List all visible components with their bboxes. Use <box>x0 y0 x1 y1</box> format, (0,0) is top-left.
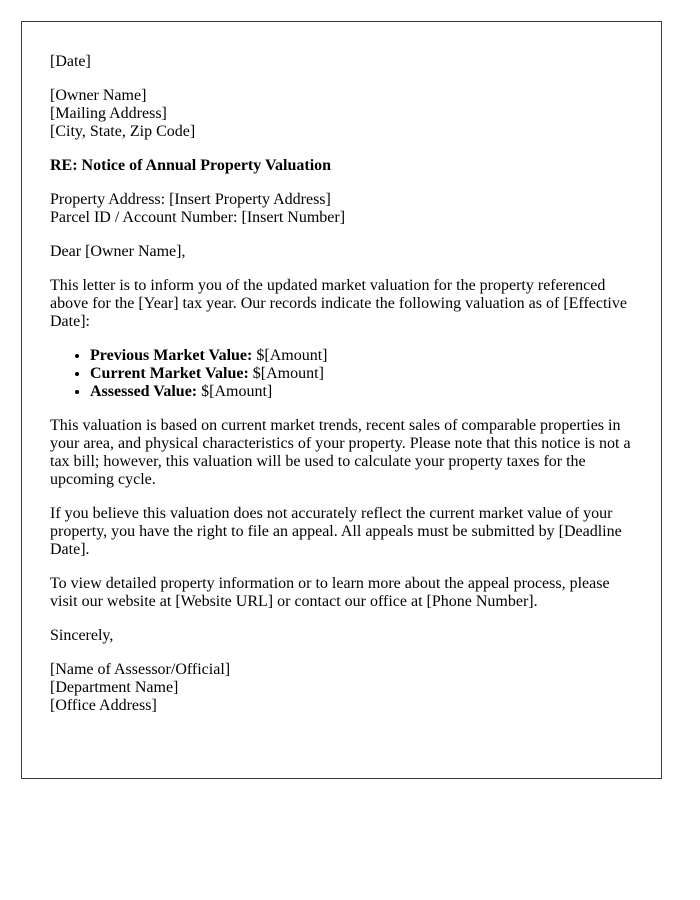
parcel-id-line: Parcel ID / Account Number: [Insert Number] <box>50 209 346 226</box>
paragraph-contact: To view detailed property information or to learn more about the appeal process, please visit our website at [Website URL] or contact our office at [Phone Number]. <box>50 575 610 610</box>
valuation-item-current <box>90 365 633 383</box>
signature-name: [Name of Assessor/Official] <box>50 661 231 678</box>
valuation-item-assessed-value: $[Amount] <box>197 383 273 400</box>
signature-department: [Department Name] <box>50 679 179 696</box>
paragraph-intro: This letter is to inform you of the updated market valuation for the property referenced above for the [Year] tax year. Our records indicate the following valuation as of [Effective Date]: <box>50 277 627 330</box>
valuation-item-assessed <box>90 383 633 401</box>
recipient-mailing-address: [Mailing Address] <box>50 105 167 122</box>
valuation-item-previous-label: Previous Market Value: <box>90 347 253 364</box>
signature-block <box>50 661 633 715</box>
valuation-item-current-value: $[Amount] <box>248 365 324 382</box>
letter-document <box>21 21 662 779</box>
property-address-line: Property Address: [Insert Property Address] <box>50 191 331 208</box>
valuation-item-previous <box>90 347 633 365</box>
paragraph-appeal: If you believe this valuation does not accurately reflect the current market value of your property, you have the right to file an appeal. All appeals must be submitted by [Deadline Date]. <box>50 505 622 558</box>
closing: Sincerely, <box>50 627 114 644</box>
valuation-item-assessed-label: Assessed Value: <box>90 383 198 400</box>
letter-date: [Date] <box>50 53 91 70</box>
salutation: Dear [Owner Name], <box>50 243 186 260</box>
property-reference-block <box>50 191 633 227</box>
signature-office-address: [Office Address] <box>50 697 157 714</box>
paragraph-basis: This valuation is based on current market trends, recent sales of comparable properties in your area, and physical characteristics of your property. Please note that this notice is not a tax bill; however, this valuation will be used to calculate your property taxes for the upcoming cycle. <box>50 417 631 488</box>
recipient-address-block <box>50 87 633 141</box>
subject-line: RE: Notice of Annual Property Valuation <box>50 157 332 174</box>
recipient-name: [Owner Name] <box>50 87 147 104</box>
valuation-item-previous-value: $[Amount] <box>252 347 328 364</box>
valuation-item-current-label: Current Market Value: <box>90 365 249 382</box>
recipient-city-state-zip: [City, State, Zip Code] <box>50 123 196 140</box>
valuation-list <box>50 347 633 401</box>
